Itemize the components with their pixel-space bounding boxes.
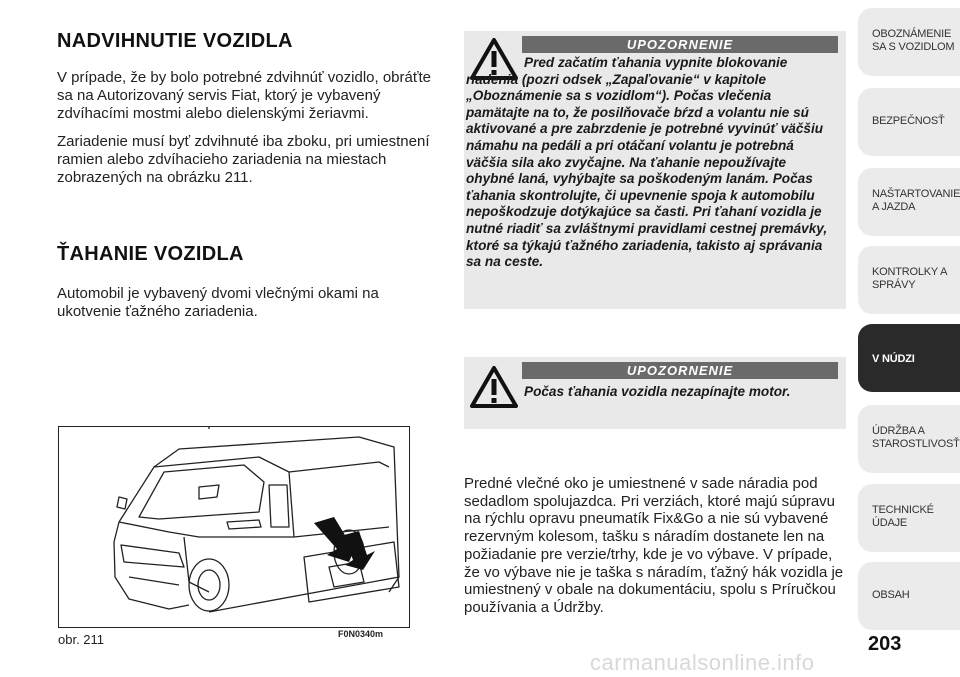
tab-technicke[interactable]: TECHNICKÉ ÚDAJE — [858, 484, 960, 552]
warning-text: Počas ťahania vozidla nezapínajte motor. — [524, 384, 791, 399]
warning-text: Pred začatím ťahania vypnite blokovanie riadenia (pozri odsek „Zapaľovanie“ v kapitole „Oboznámenie sa s vozidlom“). Počas vlečenia pamätajte na to, že posilňovače bŕzd a volantu nie sú aktivované a pre zabrzdenie je potrebné vyvinúť väčšiu námahu na pedáli a pri otáčaní volantu je potrebná väčšia sila ako zvyčajne. Na ťahanie nepoužívajte ohybné laná, vyhýbajte sa poškodeným lanám. Počas ťahania skontrolujte, či upevnenie spoja k automobilu nepoškodzuje dotýkajúce sa časti. Pri ťahaní vozidla je nutné riadiť sa zvláštnymi pravidlami cestnej premávky, ktoré sa týkajú ťažného zariadenia, takisto aj správania sa na ceste. — [466, 55, 828, 270]
warning-triangle-icon — [470, 365, 518, 409]
lift-paragraph-2: Zariadenie musí byť zdvihnuté iba zboku, pri umiestnení ramien alebo zdvíhacieho zariadenia na miestach zobrazených na obrázku 211. — [57, 133, 430, 186]
tab-kontrolky[interactable]: KONTROLKY A SPRÁVY — [858, 246, 960, 314]
lift-paragraph-1: V prípade, že by bolo potrebné zdvihnúť vozidlo, obráťte sa na Autorizovaný servis Fiat, ktorý je vybavený zdvíhacími mostmi alebo dielenskými žeriavmi. — [57, 69, 431, 122]
tab-v-nudzi[interactable]: V NÚDZI — [858, 324, 960, 392]
warning-title: UPOZORNENIE — [522, 362, 838, 379]
heading-tow: ŤAHANIE VOZIDLA — [57, 243, 244, 265]
figure-van-lift-points — [58, 426, 410, 628]
heading-lift: NADVIHNUTIE VOZIDLA — [57, 30, 293, 52]
tab-nastartovanie[interactable]: NAŠTARTOVANIE A JAZDA — [858, 168, 960, 236]
warning-box-steering — [464, 31, 846, 309]
page-number: 203 — [868, 633, 902, 655]
van-illustration — [59, 427, 409, 627]
figure-caption: obr. 211 — [58, 632, 105, 647]
tow-paragraph: Automobil je vybavený dvomi vlečnými okami na ukotvenie ťažného zariadenia. — [57, 285, 379, 320]
warning-box-engine — [464, 357, 846, 429]
figure-code: F0N0340m — [338, 629, 384, 639]
tab-udrzba[interactable]: ÚDRŽBA A STAROSTLIVOSŤ — [858, 405, 960, 473]
tab-bezpecnost[interactable]: BEZPEČNOSŤ — [858, 88, 960, 156]
warning-title: UPOZORNENIE — [522, 36, 838, 53]
tab-oboznamenie[interactable]: OBOZNÁMENIE SA S VOZIDLOM — [858, 8, 960, 76]
tab-obsah[interactable]: OBSAH — [858, 562, 960, 630]
tow-eye-paragraph: Predné vlečné oko je umiestnené v sade náradia pod sedadlom spolujazdca. Pri verziách, ktoré majú súpravu na rýchlu opravu pneumatík Fix&Go a nie sú vybavené rezervným kolesom, tašku s náradím dostanete len na požiadanie pre verzie/trhy, kde je vo výbave. V prípade, že vo výbave nie je taška s náradím, ťažný hák vozidla je umiestnený v obale na dokumentáciu, spolu s Príručkou používania a Údržby. — [464, 475, 844, 616]
watermark: carmanualsonline.info — [590, 650, 815, 675]
